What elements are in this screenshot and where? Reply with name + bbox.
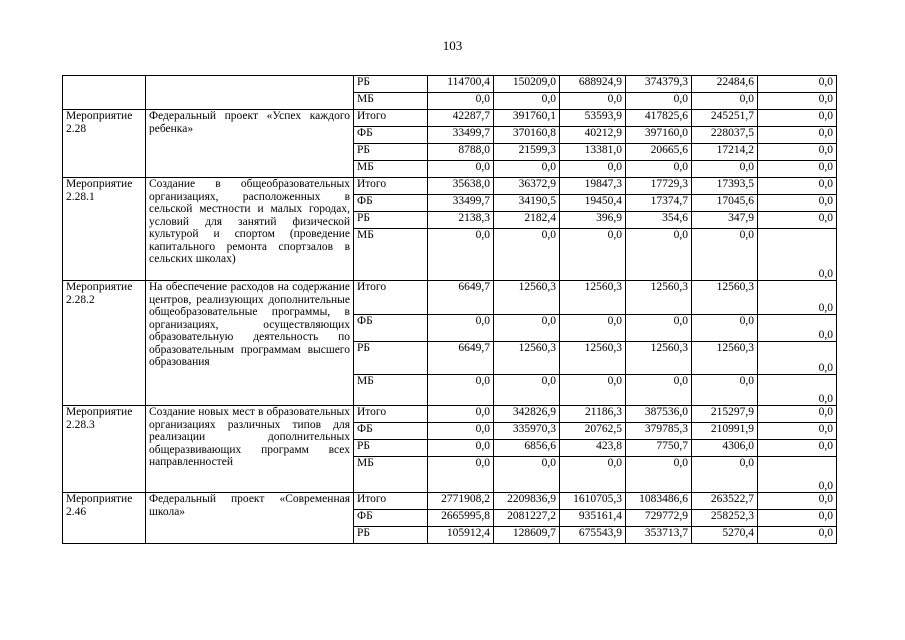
value-cell: 17214,2 (692, 144, 758, 161)
value-cell: 0,0 (560, 457, 626, 493)
funding-source-cell: ФБ (354, 510, 428, 527)
value-cell: 0,0 (626, 375, 692, 406)
value-cell: 0,0 (758, 93, 837, 110)
value-cell: 0,0 (758, 110, 837, 127)
value-cell: 6649,7 (428, 281, 494, 315)
value-cell: 0,0 (758, 440, 837, 457)
value-cell: 258252,3 (692, 510, 758, 527)
value-cell: 34190,5 (494, 195, 560, 212)
value-cell: 33499,7 (428, 195, 494, 212)
value-cell: 0,0 (692, 457, 758, 493)
value-cell: 150209,0 (494, 76, 560, 93)
value-cell: 0,0 (560, 315, 626, 342)
value-cell: 0,0 (758, 178, 837, 195)
funding-source-cell: ФБ (354, 195, 428, 212)
funding-source-cell: Итого (354, 281, 428, 315)
value-cell: 0,0 (560, 229, 626, 281)
value-cell: 12560,3 (494, 342, 560, 375)
value-cell: 0,0 (428, 406, 494, 423)
value-cell: 0,0 (758, 527, 837, 544)
value-cell: 675543,9 (560, 527, 626, 544)
value-cell: 2081227,2 (494, 510, 560, 527)
value-cell: 0,0 (692, 161, 758, 178)
value-cell: 0,0 (626, 161, 692, 178)
value-cell: 245251,7 (692, 110, 758, 127)
value-cell: 20762,5 (560, 423, 626, 440)
value-cell: 0,0 (758, 144, 837, 161)
funding-source-cell: РБ (354, 527, 428, 544)
value-cell: 2771908,2 (428, 493, 494, 510)
event-description-cell: Создание новых мест в образовательных организациях различных типов для реализации дополнительных общеразвивающих программ всех направленностей (146, 406, 354, 493)
value-cell: 0,0 (758, 406, 837, 423)
value-cell: 354,6 (626, 212, 692, 229)
event-description-cell: Федеральный проект «Современная школа» (146, 493, 354, 544)
value-cell: 7750,7 (626, 440, 692, 457)
funding-source-cell: МБ (354, 93, 428, 110)
value-cell: 20665,6 (626, 144, 692, 161)
value-cell: 0,0 (428, 161, 494, 178)
value-cell: 33499,7 (428, 127, 494, 144)
value-cell: 0,0 (758, 315, 837, 342)
value-cell: 0,0 (560, 161, 626, 178)
value-cell: 935161,4 (560, 510, 626, 527)
value-cell: 0,0 (494, 315, 560, 342)
value-cell: 0,0 (758, 375, 837, 406)
value-cell: 36372,9 (494, 178, 560, 195)
value-cell: 19847,3 (560, 178, 626, 195)
value-cell: 0,0 (428, 229, 494, 281)
value-cell: 0,0 (494, 93, 560, 110)
value-cell: 379785,3 (626, 423, 692, 440)
value-cell: 0,0 (428, 315, 494, 342)
event-code-cell: Мероприятие 2.46 (63, 493, 146, 544)
page-number: 103 (442, 38, 463, 53)
value-cell: 53593,9 (560, 110, 626, 127)
value-cell: 335970,3 (494, 423, 560, 440)
value-cell: 0,0 (494, 375, 560, 406)
value-cell: 397160,0 (626, 127, 692, 144)
value-cell: 17729,3 (626, 178, 692, 195)
value-cell: 128609,7 (494, 527, 560, 544)
value-cell: 0,0 (758, 161, 837, 178)
value-cell: 263522,7 (692, 493, 758, 510)
value-cell: 12560,3 (626, 281, 692, 315)
value-cell: 417825,6 (626, 110, 692, 127)
value-cell: 0,0 (692, 375, 758, 406)
value-cell: 0,0 (494, 161, 560, 178)
table-body (63, 76, 837, 544)
value-cell: 0,0 (494, 229, 560, 281)
value-cell: 370160,8 (494, 127, 560, 144)
value-cell: 6649,7 (428, 342, 494, 375)
value-cell: 353713,7 (626, 527, 692, 544)
value-cell: 0,0 (560, 93, 626, 110)
table-row (63, 493, 837, 510)
funding-source-cell: МБ (354, 161, 428, 178)
value-cell: 0,0 (758, 212, 837, 229)
value-cell: 13381,0 (560, 144, 626, 161)
value-cell: 105912,4 (428, 527, 494, 544)
table-row (63, 281, 837, 315)
event-code-cell: Мероприятие 2.28 (63, 110, 146, 178)
funding-source-cell: Итого (354, 406, 428, 423)
event-code-cell: Мероприятие 2.28.1 (63, 178, 146, 281)
value-cell: 215297,9 (692, 406, 758, 423)
value-cell: 347,9 (692, 212, 758, 229)
value-cell: 0,0 (428, 375, 494, 406)
event-code-cell: Мероприятие 2.28.2 (63, 281, 146, 406)
event-description-cell: На обеспечение расходов на содержание центров, реализующих дополнительные общеобразовательные программы, в организациях, осуществляющих образовательную деятельность по образовательным программам высшего образования (146, 281, 354, 406)
table-row (63, 110, 837, 127)
value-cell: 4306,0 (692, 440, 758, 457)
table-row (63, 406, 837, 423)
value-cell: 17374,7 (626, 195, 692, 212)
funding-source-cell: МБ (354, 375, 428, 406)
value-cell: 0,0 (758, 127, 837, 144)
value-cell: 2138,3 (428, 212, 494, 229)
value-cell: 0,0 (428, 93, 494, 110)
value-cell: 0,0 (692, 229, 758, 281)
funding-source-cell: РБ (354, 76, 428, 93)
value-cell: 21186,3 (560, 406, 626, 423)
value-cell: 391760,1 (494, 110, 560, 127)
value-cell: 19450,4 (560, 195, 626, 212)
value-cell: 12560,3 (494, 281, 560, 315)
funding-source-cell: Итого (354, 493, 428, 510)
value-cell: 0,0 (758, 281, 837, 315)
value-cell: 12560,3 (626, 342, 692, 375)
value-cell: 17045,6 (692, 195, 758, 212)
value-cell: 0,0 (626, 229, 692, 281)
event-description-cell (146, 76, 354, 110)
value-cell: 0,0 (692, 315, 758, 342)
value-cell: 0,0 (692, 93, 758, 110)
value-cell: 12560,3 (692, 342, 758, 375)
value-cell: 0,0 (758, 229, 837, 281)
value-cell: 0,0 (626, 315, 692, 342)
budget-table (62, 75, 837, 544)
funding-source-cell: ФБ (354, 423, 428, 440)
value-cell: 0,0 (758, 493, 837, 510)
value-cell: 0,0 (758, 342, 837, 375)
value-cell: 342826,9 (494, 406, 560, 423)
value-cell: 387536,0 (626, 406, 692, 423)
funding-source-cell: РБ (354, 144, 428, 161)
value-cell: 228037,5 (692, 127, 758, 144)
value-cell: 0,0 (560, 375, 626, 406)
event-code-cell: Мероприятие 2.28.3 (63, 406, 146, 493)
value-cell: 12560,3 (692, 281, 758, 315)
value-cell: 729772,9 (626, 510, 692, 527)
value-cell: 0,0 (758, 457, 837, 493)
funding-source-cell: РБ (354, 440, 428, 457)
value-cell: 396,9 (560, 212, 626, 229)
value-cell: 21599,3 (494, 144, 560, 161)
table-row (63, 76, 837, 93)
value-cell: 0,0 (626, 457, 692, 493)
value-cell: 114700,4 (428, 76, 494, 93)
value-cell: 12560,3 (560, 342, 626, 375)
value-cell: 374379,3 (626, 76, 692, 93)
value-cell: 1083486,6 (626, 493, 692, 510)
value-cell: 22484,6 (692, 76, 758, 93)
funding-source-cell: Итого (354, 178, 428, 195)
value-cell: 35638,0 (428, 178, 494, 195)
value-cell: 40212,9 (560, 127, 626, 144)
value-cell: 0,0 (428, 423, 494, 440)
table-row (63, 178, 837, 195)
funding-source-cell: РБ (354, 342, 428, 375)
funding-source-cell: МБ (354, 457, 428, 493)
event-description-cell: Федеральный проект «Успех каждого ребенка» (146, 110, 354, 178)
value-cell: 0,0 (428, 457, 494, 493)
value-cell: 2182,4 (494, 212, 560, 229)
value-cell: 5270,4 (692, 527, 758, 544)
funding-source-cell: МБ (354, 229, 428, 281)
event-code-cell (63, 76, 146, 110)
value-cell: 0,0 (494, 457, 560, 493)
value-cell: 2209836,9 (494, 493, 560, 510)
value-cell: 0,0 (758, 423, 837, 440)
value-cell: 1610705,3 (560, 493, 626, 510)
value-cell: 688924,9 (560, 76, 626, 93)
value-cell: 8788,0 (428, 144, 494, 161)
funding-source-cell: Итого (354, 110, 428, 127)
value-cell: 0,0 (758, 510, 837, 527)
value-cell: 2665995,8 (428, 510, 494, 527)
value-cell: 0,0 (758, 76, 837, 93)
funding-source-cell: РБ (354, 212, 428, 229)
event-description-cell: Создание в общеобразовательных организациях, расположенных в сельской местности и малых городах, условий для занятий физической культурой и спортом (проведение капитального ремонта спортзалов в сельских школах) (146, 178, 354, 281)
value-cell: 6856,6 (494, 440, 560, 457)
value-cell: 0,0 (428, 440, 494, 457)
value-cell: 42287,7 (428, 110, 494, 127)
value-cell: 0,0 (626, 93, 692, 110)
value-cell: 423,8 (560, 440, 626, 457)
value-cell: 17393,5 (692, 178, 758, 195)
value-cell: 0,0 (758, 195, 837, 212)
value-cell: 12560,3 (560, 281, 626, 315)
funding-source-cell: ФБ (354, 315, 428, 342)
value-cell: 210991,9 (692, 423, 758, 440)
funding-source-cell: ФБ (354, 127, 428, 144)
